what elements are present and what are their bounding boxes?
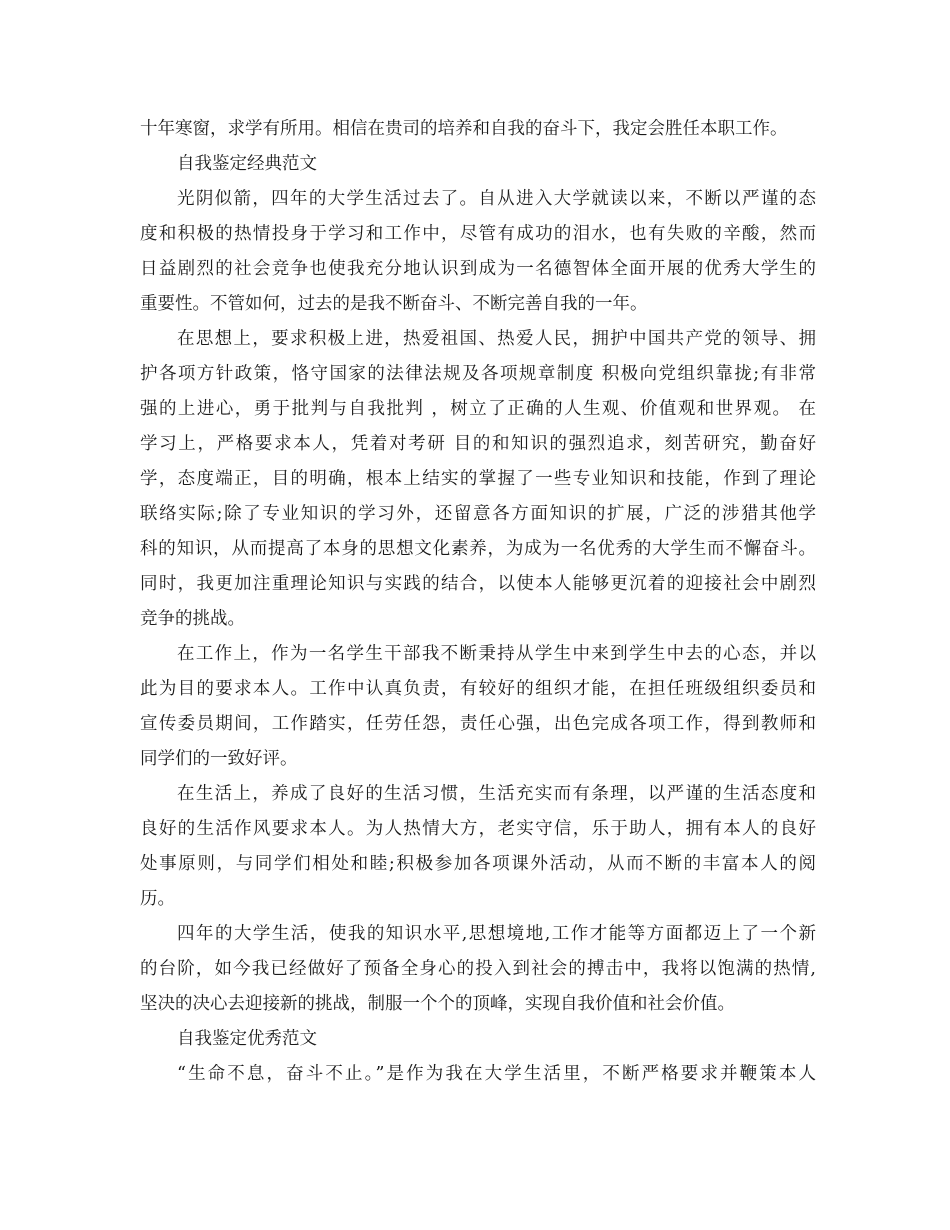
text-line: 历。 <box>140 889 175 909</box>
section-heading: 自我鉴定经典范文 <box>177 154 317 174</box>
text-line: 在生活上，养成了良好的生活习惯，生活充实而有条理，以严谨的生活态度和 <box>177 784 816 804</box>
text-line: 此为目的要求本人。工作中认真负责，有较好的组织才能，在担任班级组织委员和 <box>140 679 816 699</box>
text-line: 宣传委员期间，工作踏实，任劳任怨，责任心强，出色完成各项工作，得到教师和 <box>140 714 816 734</box>
text-line: 学习上，严格要求本人，凭着对考研 目的和知识的强烈追求，刻苦研究，勤奋好 <box>140 434 816 454</box>
section-heading: 自我鉴定优秀范文 <box>177 1029 317 1049</box>
text-line: 四年的大学生活，使我的知识水平,思想境地,工作才能等方面都迈上了一个新 <box>177 924 816 944</box>
text-line: 学，态度端正，目的明确，根本上结实的掌握了一些专业知识和技能，作到了理论 <box>140 469 816 489</box>
text-line: 在工作上，作为一名学生干部我不断秉持从学生中来到学生中去的心态，并以 <box>177 644 816 664</box>
text-line: 度和积极的热情投身于学习和工作中，尽管有成功的泪水，也有失败的辛酸，然而 <box>140 224 816 244</box>
text-line: 同学们的一致好评。 <box>140 749 298 769</box>
text-line: 科的知识，从而提高了本身的思想文化素养，为成为一名优秀的大学生而不懈奋斗。 <box>140 539 816 559</box>
text-line: 十年寒窗，求学有所用。相信在贵司的培养和自我的奋斗下，我定会胜任本职工作。 <box>140 119 788 139</box>
text-line: “生命不息，奋斗不止。”是作为我在大学生活里，不断严格要求并鞭策本人 <box>177 1064 816 1084</box>
text-line: 同时，我更加注重理论知识与实践的结合，以使本人能够更沉着的迎接社会中剧烈 <box>140 574 816 594</box>
text-line: 护各项方针政策，恪守国家的法律法规及各项规章制度 积极向党组织靠拢;有非常 <box>140 364 816 384</box>
text-line: 的台阶，如今我已经做好了预备全身心的投入到社会的搏击中，我将以饱满的热情, <box>140 959 816 979</box>
text-line: 日益剧烈的社会竞争也使我充分地认识到成为一名德智体全面开展的优秀大学生的 <box>140 259 816 279</box>
text-line: 重要性。不管如何，过去的是我不断奋斗、不断完善自我的一年。 <box>140 294 648 314</box>
text-line: 在思想上，要求积极上进，热爱祖国、热爱人民，拥护中国共产党的领导、拥 <box>177 329 816 349</box>
text-line: 良好的生活作风要求本人。为人热情大方，老实守信，乐于助人，拥有本人的良好 <box>140 819 816 839</box>
text-line: 光阴似箭，四年的大学生活过去了。自从进入大学就读以来，不断以严谨的态 <box>177 189 816 209</box>
text-line: 处事原则，与同学们相处和睦;积极参加各项课外活动，从而不断的丰富本人的阅 <box>140 854 816 874</box>
text-line: 坚决的决心去迎接新的挑战，制服一个个的顶峰，实现自我价值和社会价值。 <box>140 994 735 1014</box>
text-line: 联络实际;除了专业知识的学习外，还留意各方面知识的扩展，广泛的涉猎其他学 <box>140 504 816 524</box>
text-line: 竞争的挑战。 <box>140 609 245 629</box>
text-line: 强的上进心，勇于批判与自我批判 ，树立了正确的人生观、价值观和世界观。 在 <box>140 399 816 419</box>
